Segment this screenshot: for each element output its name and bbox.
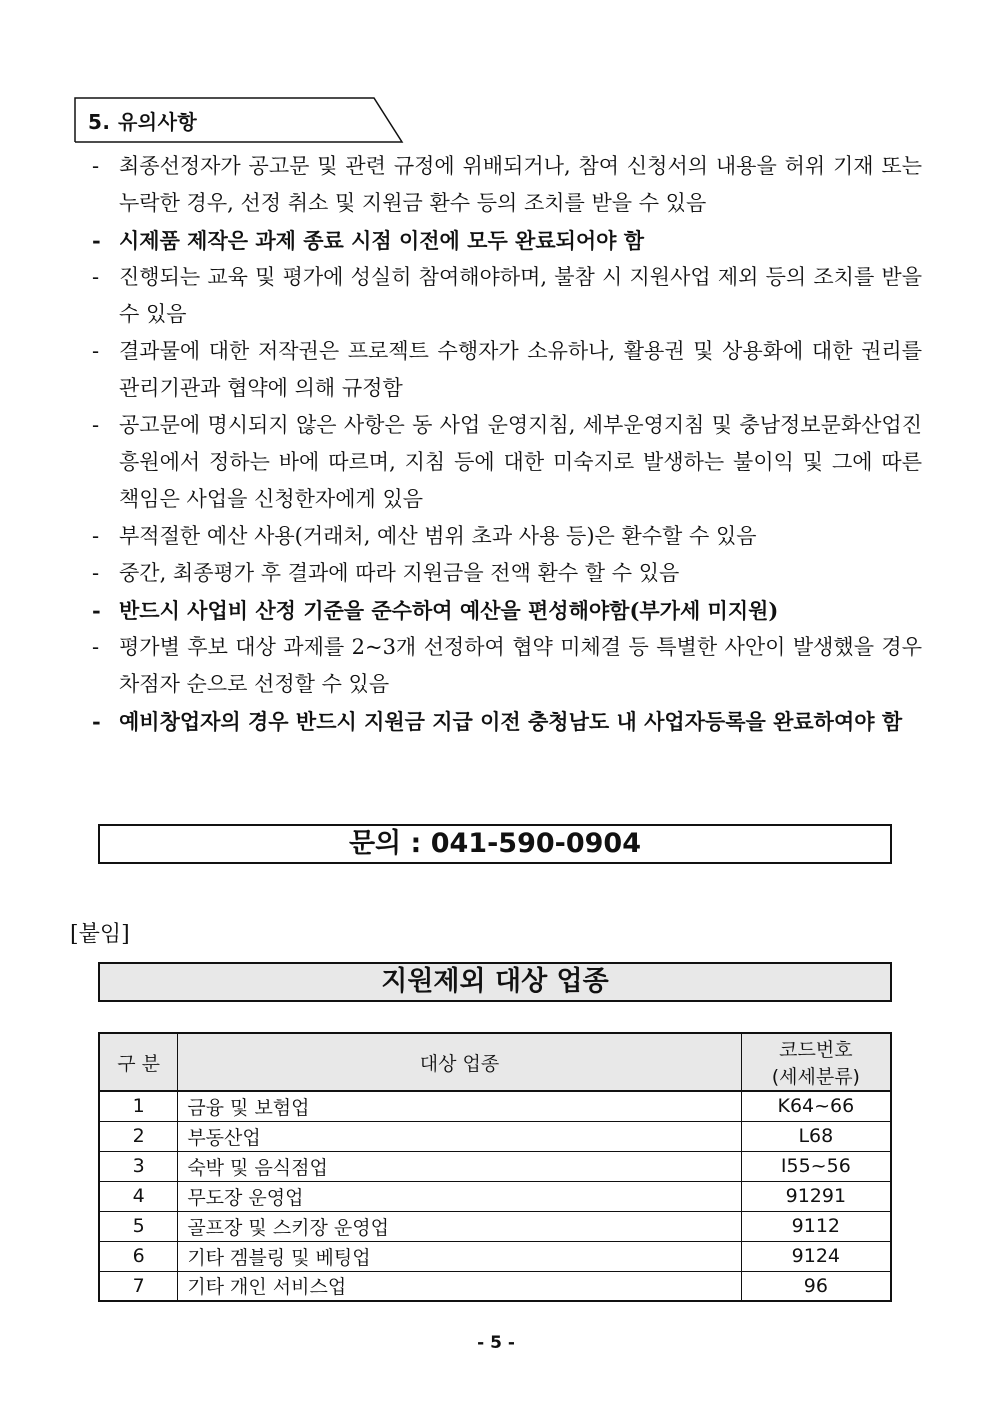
table-row [99, 1151, 891, 1181]
appendix-title [98, 962, 892, 1002]
bullet-dash: - [92, 635, 100, 659]
industry-code: 96 [741, 1271, 891, 1301]
industry-code: I55~56 [741, 1151, 891, 1181]
header-code-line2: (세세분류) [771, 1066, 860, 1088]
caution-item [92, 259, 922, 333]
caution-text: 시제품 제작은 과제 종료 시점 이전에 모두 완료되어야 함 [119, 228, 645, 253]
bullet-dash: - [92, 524, 100, 548]
caution-item [92, 703, 922, 740]
caution-list [92, 148, 922, 740]
table-row [99, 1121, 891, 1151]
row-number: 7 [99, 1271, 178, 1301]
bullet-dash: - [92, 598, 101, 623]
industry-code: 91291 [741, 1181, 891, 1211]
bullet-dash: - [92, 228, 101, 253]
caution-text: 예비창업자의 경우 반드시 지원금 지급 이전 충청남도 내 사업자등록을 완료하여야 함 [119, 709, 903, 734]
caution-item [92, 222, 922, 259]
industry-code: 9124 [741, 1241, 891, 1271]
industry-code: 9112 [741, 1211, 891, 1241]
header-industry: 대상 업종 [178, 1033, 741, 1091]
caution-item [92, 333, 922, 407]
caution-item [92, 555, 922, 592]
contact-text: 문의 : 041-590-0904 [348, 828, 642, 859]
industry-name: 숙박 및 음식점업 [178, 1151, 741, 1181]
section-title: 5. 유의사항 [88, 110, 198, 134]
industry-code: K64~66 [741, 1091, 891, 1121]
header-no: 구 분 [99, 1033, 178, 1091]
appendix-label: [붙임] [70, 922, 130, 947]
table-row [99, 1241, 891, 1271]
row-number: 1 [99, 1091, 178, 1121]
header-code [741, 1033, 891, 1091]
bullet-dash: - [92, 265, 100, 289]
bullet-dash: - [92, 154, 100, 178]
caution-text: 결과물에 대한 저작권은 프로젝트 수행자가 소유하나, 활용권 및 상용화에 대한 권리를 관리기관과 협약에 의해 규정함 [119, 339, 922, 400]
row-number: 2 [99, 1121, 178, 1151]
caution-text: 중간, 최종평가 후 결과에 따라 지원금을 전액 환수 할 수 있음 [119, 561, 680, 585]
bullet-dash: - [92, 561, 100, 585]
caution-item [92, 518, 922, 555]
industry-name: 부동산업 [178, 1121, 741, 1151]
row-number: 4 [99, 1181, 178, 1211]
header-code-line1: 코드번호 [779, 1039, 853, 1061]
table-row [99, 1091, 891, 1121]
caution-text: 부적절한 예산 사용(거래처, 예산 범위 초과 사용 등)은 환수할 수 있음 [119, 524, 757, 548]
industry-name: 무도장 운영업 [178, 1181, 741, 1211]
industry-name: 기타 개인 서비스업 [178, 1271, 741, 1301]
industry-name: 기타 겜블링 및 베팅업 [178, 1241, 741, 1271]
industry-name: 골프장 및 스키장 운영업 [178, 1211, 741, 1241]
row-number: 6 [99, 1241, 178, 1271]
table-body [99, 1091, 891, 1301]
bullet-dash: - [92, 413, 100, 437]
contact-box [98, 824, 892, 864]
industry-name: 금융 및 보험업 [178, 1091, 741, 1121]
caution-text: 반드시 사업비 산정 기준을 준수하여 예산을 편성해야함(부가세 미지원) [119, 598, 779, 623]
caution-item [92, 148, 922, 222]
bullet-dash: - [92, 339, 100, 363]
caution-text: 평가별 후보 대상 과제를 2~3개 선정하여 협약 미체결 등 특별한 사안이 발생했을 경우 차점자 순으로 선정할 수 있음 [119, 635, 922, 696]
page-number: - 5 - [477, 1333, 515, 1353]
table-row [99, 1181, 891, 1211]
appendix-title-text: 지원제외 대상 업종 [381, 966, 609, 997]
bullet-dash: - [92, 709, 101, 734]
industry-code: L68 [741, 1121, 891, 1151]
table-header-row [99, 1033, 891, 1091]
caution-text: 공고문에 명시되지 않은 사항은 동 사업 운영지침, 세부운영지침 및 충남정보문화산업진흥원에서 정하는 바에 따르며, 지침 등에 대한 미숙지로 발생하는 불이익 및 그에 따른 책임은 사업을 신청한자에게 있음 [119, 413, 922, 511]
caution-item [92, 629, 922, 703]
caution-text: 진행되는 교육 및 평가에 성실히 참여해야하며, 불참 시 지원사업 제외 등의 조치를 받을 수 있음 [119, 265, 922, 326]
row-number: 3 [99, 1151, 178, 1181]
row-number: 5 [99, 1211, 178, 1241]
caution-item [92, 592, 922, 629]
table-row [99, 1211, 891, 1241]
excluded-industries-table [98, 1032, 892, 1302]
table-row [99, 1271, 891, 1301]
caution-text: 최종선정자가 공고문 및 관련 규정에 위배되거나, 참여 신청서의 내용을 허위 기재 또는 누락한 경우, 선정 취소 및 지원금 환수 등의 조치를 받을 수 있음 [119, 154, 922, 215]
section-heading-tab [74, 97, 404, 143]
caution-item [92, 407, 922, 518]
